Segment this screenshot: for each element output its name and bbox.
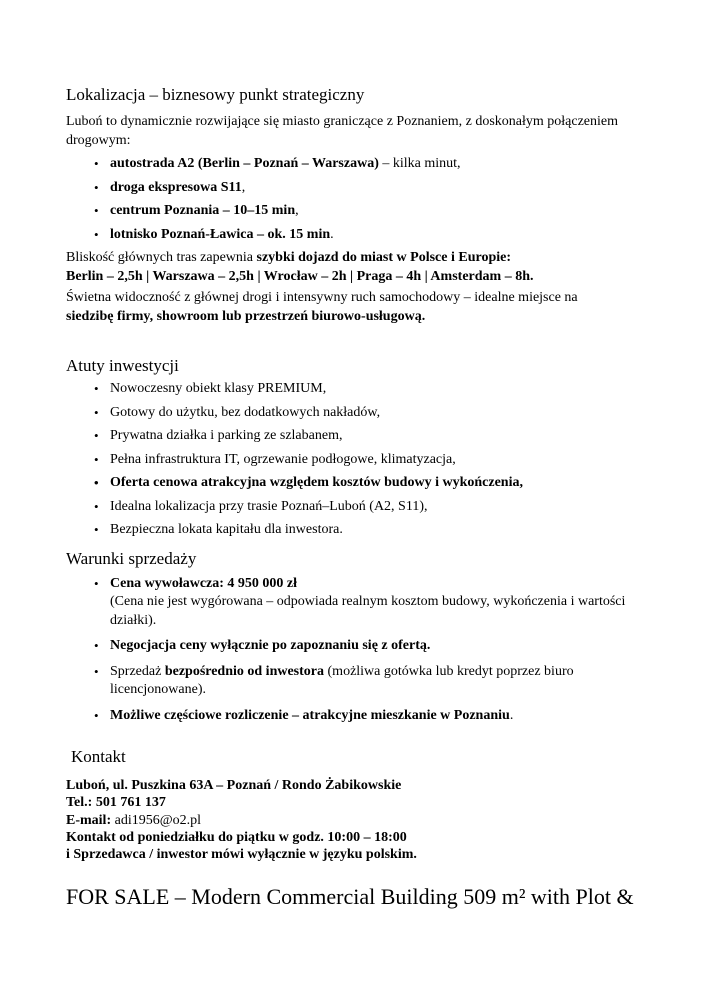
sale-bold-text: bezpośrednio od inwestora [164, 663, 325, 679]
list-item [110, 575, 638, 631]
contact-email-value: adi1956@o2.pl [111, 812, 201, 828]
location-intro-line1: Luboń to dynamicznie rozwijające się miasto graniczące z Poznaniem, z doskonałym połączeniem [66, 114, 619, 129]
list-item [110, 707, 638, 726]
visibility-paragraph [66, 289, 638, 326]
location-section-heading: Lokalizacja – biznesowy punkt strategiczny [66, 85, 365, 104]
contact-block [66, 777, 638, 863]
bullet-bold-text: autostrada A2 (Berlin – Poznań – Warszawa) [110, 156, 379, 171]
list-item [110, 179, 638, 198]
terms-bullet-list [66, 575, 638, 726]
location-bullet-list [66, 155, 638, 244]
negotiation-bold-text: Negocjacja ceny wyłącznie po zapoznaniu się z ofertą. [110, 638, 431, 653]
bullet-normal-text: – kilka minut, [378, 156, 461, 171]
distance-intro-normal: Bliskość głównych tras zapewnia [66, 250, 257, 265]
contact-address: Luboń, ul. Puszkina 63A – Poznań / Rondo Żabikowskie [66, 778, 402, 793]
list-item: • Bezpieczna lokata kapitału dla inwestora. [110, 521, 638, 540]
advantages-bullet-list [66, 380, 638, 540]
contact-email-label: E-mail: [66, 812, 112, 828]
contact-phone: Tel.: 501 761 137 [66, 795, 166, 811]
list-item [110, 663, 638, 700]
distance-intro-bold: szybki dojazd do miast w Polsce i Europie: [256, 250, 511, 265]
contact-section-heading: Kontakt [71, 747, 126, 766]
list-item: • Pełna infrastruktura IT, ogrzewanie podłogowe, klimatyzacja, [110, 451, 638, 470]
price-bold-text: Cena wywoławcza: 4 950 000 zł [110, 575, 298, 591]
for-sale-title: FOR SALE – Modern Commercial Building 509 m² with Plot & [66, 884, 634, 910]
list-item: • Idealna lokalizacja przy trasie Poznań–Luboń (A2, S11), [110, 498, 638, 517]
list-item: • Gotowy do użytku, bez dodatkowych nakładów, [110, 404, 638, 423]
visibility-normal-text: Świetna widoczność z głównej drogi i intensywny ruch samochodowy – idealne miejsce na [66, 290, 578, 305]
bullet-normal-text: . [330, 226, 334, 242]
list-item [110, 155, 638, 174]
sale-normal-after: (możliwa gotówka lub kredyt poprzez biuro licencjonowane). [110, 663, 574, 697]
list-item [110, 202, 638, 221]
price-note-text: (Cena nie jest wygórowana – odpowiada realnym kosztom budowy, wykończenia i wartości działki). [110, 594, 626, 628]
location-intro-line2: drogowym: [66, 132, 131, 148]
advantages-section-heading: Atuty inwestycji [66, 356, 179, 375]
bullet-bold-text: centrum Poznania – 10–15 min [110, 203, 296, 218]
terms-section-heading: Warunki sprzedaży [66, 548, 197, 568]
bullet-normal-text: , [295, 203, 299, 218]
contact-email-line [66, 812, 638, 829]
bullet-normal-text: , [241, 179, 246, 195]
visibility-bold-text: siedzibę firmy, showroom lub przestrzeń biurowo-usługową. [66, 308, 426, 324]
list-item [110, 637, 638, 656]
sale-normal-before: Sprzedaż [110, 663, 165, 679]
distance-paragraph [66, 249, 638, 286]
bullet-bold-text: lotnisko Poznań-Ławica – ok. 15 min [110, 226, 331, 242]
location-intro-paragraph [66, 113, 638, 150]
distance-cities-line: Berlin – 2,5h | Warszawa – 2,5h | Wrocław – 2h | Praga – 4h | Amsterdam – 8h. [66, 268, 534, 284]
list-item: • Oferta cenowa atrakcyjna względem kosztów budowy i wykończenia, [110, 474, 638, 493]
list-item [110, 226, 638, 245]
contact-language-note: i Sprzedawca / inwestor mówi wyłącznie w języku polskim. [66, 847, 417, 863]
contact-hours: Kontakt od poniedziałku do piątku w godz. 10:00 – 18:00 [66, 829, 407, 845]
list-item: • Nowoczesny obiekt klasy PREMIUM, [110, 380, 638, 399]
settlement-bold-text: Możliwe częściowe rozliczenie – atrakcyjne mieszkanie w Poznaniu [110, 707, 510, 723]
list-item: • Prywatna działka i parking ze szlabanem, [110, 427, 638, 446]
settlement-normal-text: . [509, 707, 514, 723]
bullet-bold-text: droga ekspresowa S11 [110, 179, 242, 195]
